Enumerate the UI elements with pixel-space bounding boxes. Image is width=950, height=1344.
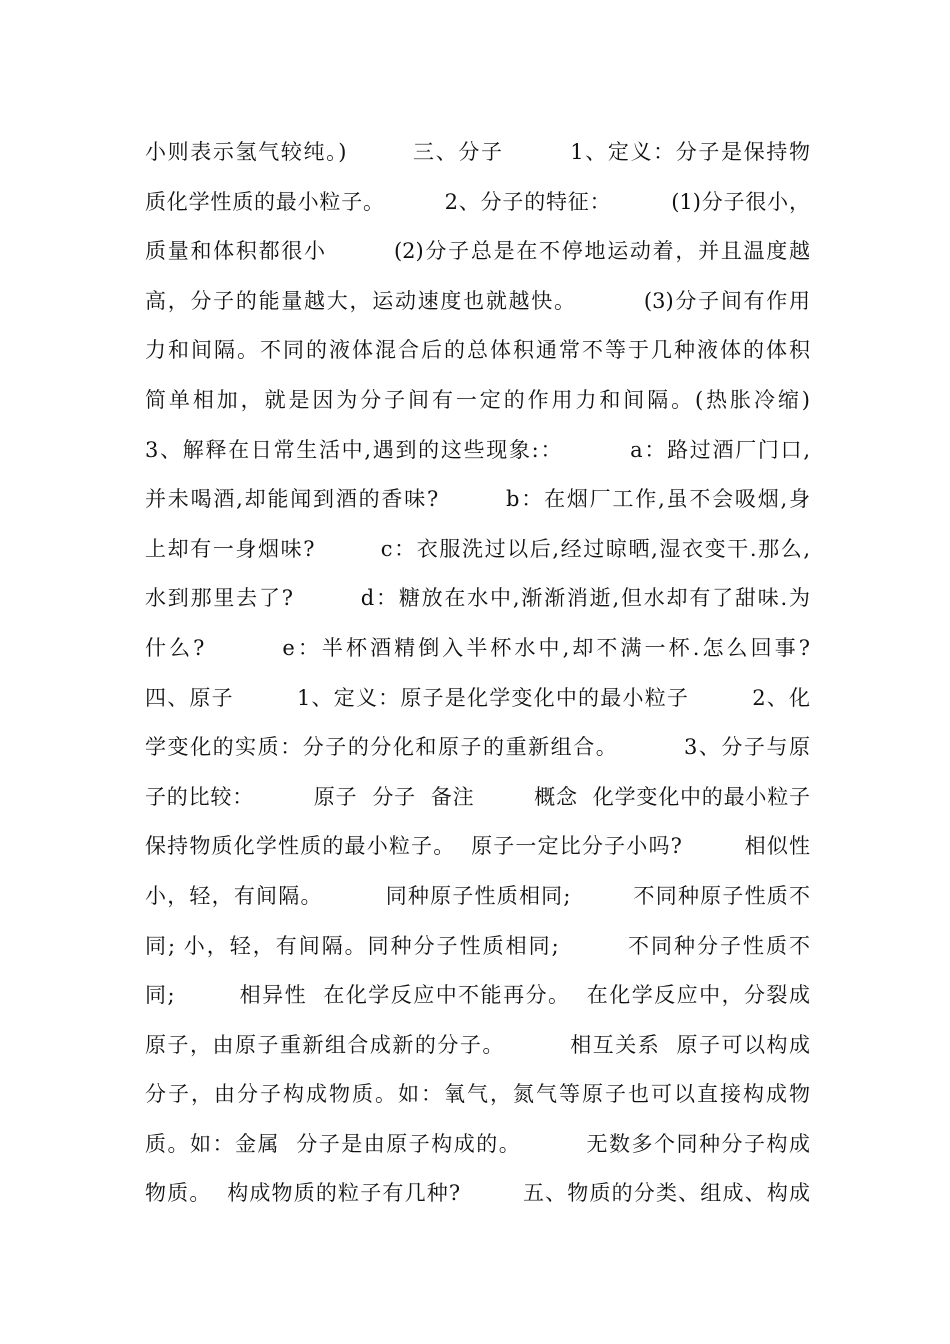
text-line: 学变化的实质：分子的分化和原子的重新组合。 3、分子与原	[145, 735, 810, 760]
text-line: 上却有一身烟味? c：衣服洗过以后,经过晾晒,湿衣变干.那么,	[145, 536, 810, 561]
text-line: 3、解释在日常生活中,遇到的这些现象:： a：路过酒厂门口,	[145, 437, 810, 462]
body-text	[145, 128, 810, 1219]
text-line: 四、原子 1、定义：原子是化学变化中的最小粒子 2、化	[145, 685, 810, 710]
text-line: 小，轻，有间隔。 同种原子性质相同; 不同种原子性质不	[145, 883, 810, 908]
text-line: 水到那里去了? d：糖放在水中,渐渐消逝,但水却有了甜味.为	[145, 586, 810, 611]
text-line: 保持物质化学性质的最小粒子。 原子一定比分子小吗? 相似性	[145, 834, 810, 859]
text-line: 小则表示氢气较纯。) 三、分子 1、定义：分子是保持物	[145, 140, 810, 164]
text-line: 什么? e：半杯酒精倒入半杯水中,却不满一杯.怎么回事?	[145, 635, 810, 660]
text-line: 质。如：金属 分子是由原子构成的。 无数多个同种分子构成	[145, 1131, 810, 1156]
text-line: 并未喝酒,却能闻到酒的香味? b：在烟厂工作,虽不会吸烟,身	[145, 487, 810, 512]
text-line: 质量和体积都很小 (2)分子总是在不停地运动着，并且温度越	[145, 239, 810, 264]
text-line: 力和间隔。不同的液体混合后的总体积通常不等于几种液体的体积	[145, 338, 810, 363]
text-line: 子的比较： 原子 分子 备注 概念 化学变化中的最小粒子	[145, 784, 810, 809]
text-line: 同; 相异性 在化学反应中不能再分。 在化学反应中，分裂成	[145, 983, 810, 1008]
text-line: 高，分子的能量越大，运动速度也就越快。 (3)分子间有作用	[145, 288, 810, 313]
text-line: 同; 小，轻，有间隔。同种分子性质相同; 不同种分子性质不	[145, 933, 810, 958]
text-line: 分子，由分子构成物质。如：氧气，氮气等原子也可以直接构成物	[145, 1082, 810, 1107]
text-line: 原子，由原子重新组合成新的分子。 相互关系 原子可以构成	[145, 1032, 810, 1057]
text-line: 质化学性质的最小粒子。 2、分子的特征： (1)分子很小，	[145, 189, 810, 214]
text-line: 物质。 构成物质的粒子有几种? 五、物质的分类、组成、构成	[145, 1181, 810, 1206]
text-line: 简单相加，就是因为分子间有一定的作用力和间隔。(热胀冷缩)	[145, 387, 810, 412]
